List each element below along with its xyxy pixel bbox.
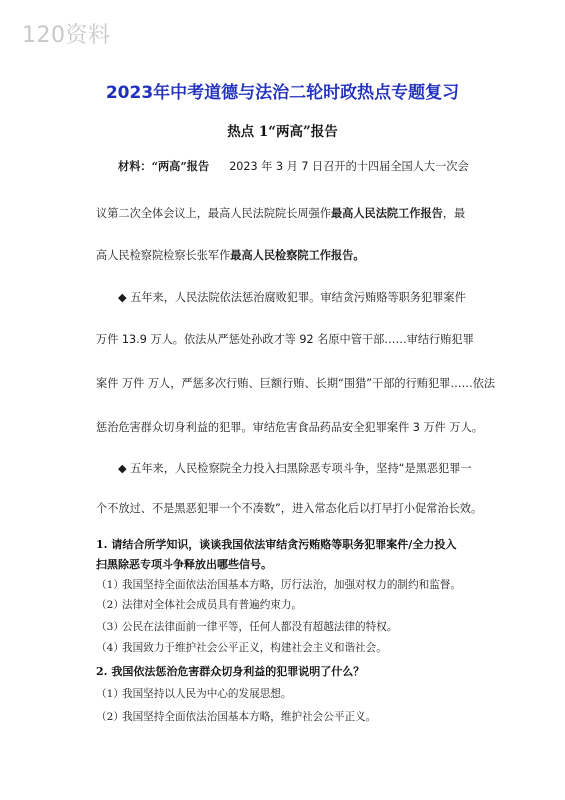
material-text: 高人民检察院检察长张军作 [96, 249, 231, 262]
answer-text: 我国致力于维护社会公平正义，构建社会主义和谐社会。 [122, 642, 387, 654]
answer-item [96, 577, 461, 592]
answer-text: 法律对全体社会成员具有普遍约束力。 [122, 599, 303, 611]
answer-text: 我国坚持以人民为中心的发展思想。 [122, 688, 292, 700]
watermark: 120资料 [22, 23, 111, 48]
answer-number: （2） [96, 711, 124, 723]
answer-item [96, 686, 292, 701]
answer-text: 公民在法律面前一律平等，任何人都没有超越法律的特权。 [122, 621, 398, 633]
material-label: 材料：“两高”报告 [118, 159, 210, 173]
answer-number: （3） [96, 621, 124, 633]
bullet2-line-2: 个不放过、不是黑恶犯罪一个不凑数”，进入常态化后以打早打小促常治长效。 [96, 502, 483, 515]
material-text: 议第二次全体会议上，最高人民法院院长周强作 [96, 207, 331, 220]
answer-number: （4） [96, 642, 124, 654]
material-emphasis: 最高人民检察院工作报告。 [230, 249, 365, 262]
document-title: 2023年中考道德与法治二轮时政热点专题复习 [105, 83, 460, 103]
section-heading: 热点 1“两高”报告 [227, 124, 338, 140]
bullet2-line-1: ◆ 五年来，人民检察院全力投入扫黑除恶专项斗争，坚持“是黑恶犯罪一 [118, 462, 472, 475]
question-2: 2. 我国依法惩治危害群众切身利益的犯罪说明了什么？ [96, 665, 365, 678]
bullet1-line-2: 万件 13.9 万人。依法从严惩处孙政才等 92 名原中管干部……审结行贿犯罪 [96, 333, 474, 346]
question-1-line-2: 扫黑除恶专项斗争释放出哪些信号。 [96, 558, 272, 571]
answer-number: （1） [96, 579, 124, 591]
answer-item [96, 709, 376, 724]
material-emphasis: 最高人民法院工作报告 [330, 207, 443, 220]
answer-item [96, 619, 397, 634]
bullet1-line-4: 惩治危害群众切身利益的犯罪。审结危害食品药品安全犯罪案件 3 万件 万人。 [96, 421, 483, 434]
answer-item [96, 597, 302, 612]
answer-number: （2） [96, 599, 124, 611]
question-1-line-1: 1. 请结合所学知识，谈谈我国依法审结贪污贿赂等职务犯罪案件/全力投入 [96, 538, 457, 551]
material-line-2 [96, 205, 525, 221]
answer-number: （1） [96, 688, 124, 700]
answer-item [96, 640, 387, 655]
material-text: 2023 年 3 月 7 日召开的十四届全国人大一次会 [229, 160, 469, 173]
material-line-1 [118, 158, 525, 174]
material-line-3 [96, 247, 525, 263]
bullet1-line-3: 案件 万件 万人，严惩多次行贿、巨额行贿、长期“围猎”干部的行贿犯罪……依法 [96, 377, 496, 390]
bullet1-line-1: ◆ 五年来，人民法院依法惩治腐败犯罪。审结贪污贿赂等职务犯罪案件 [118, 291, 466, 304]
answer-text: 我国坚持全面依法治国基本方略，厉行法治，加强对权力的制约和监督。 [122, 579, 461, 591]
answer-text: 我国坚持全面依法治国基本方略，维护社会公平正义。 [122, 711, 377, 723]
material-text: ，最 [442, 207, 466, 220]
